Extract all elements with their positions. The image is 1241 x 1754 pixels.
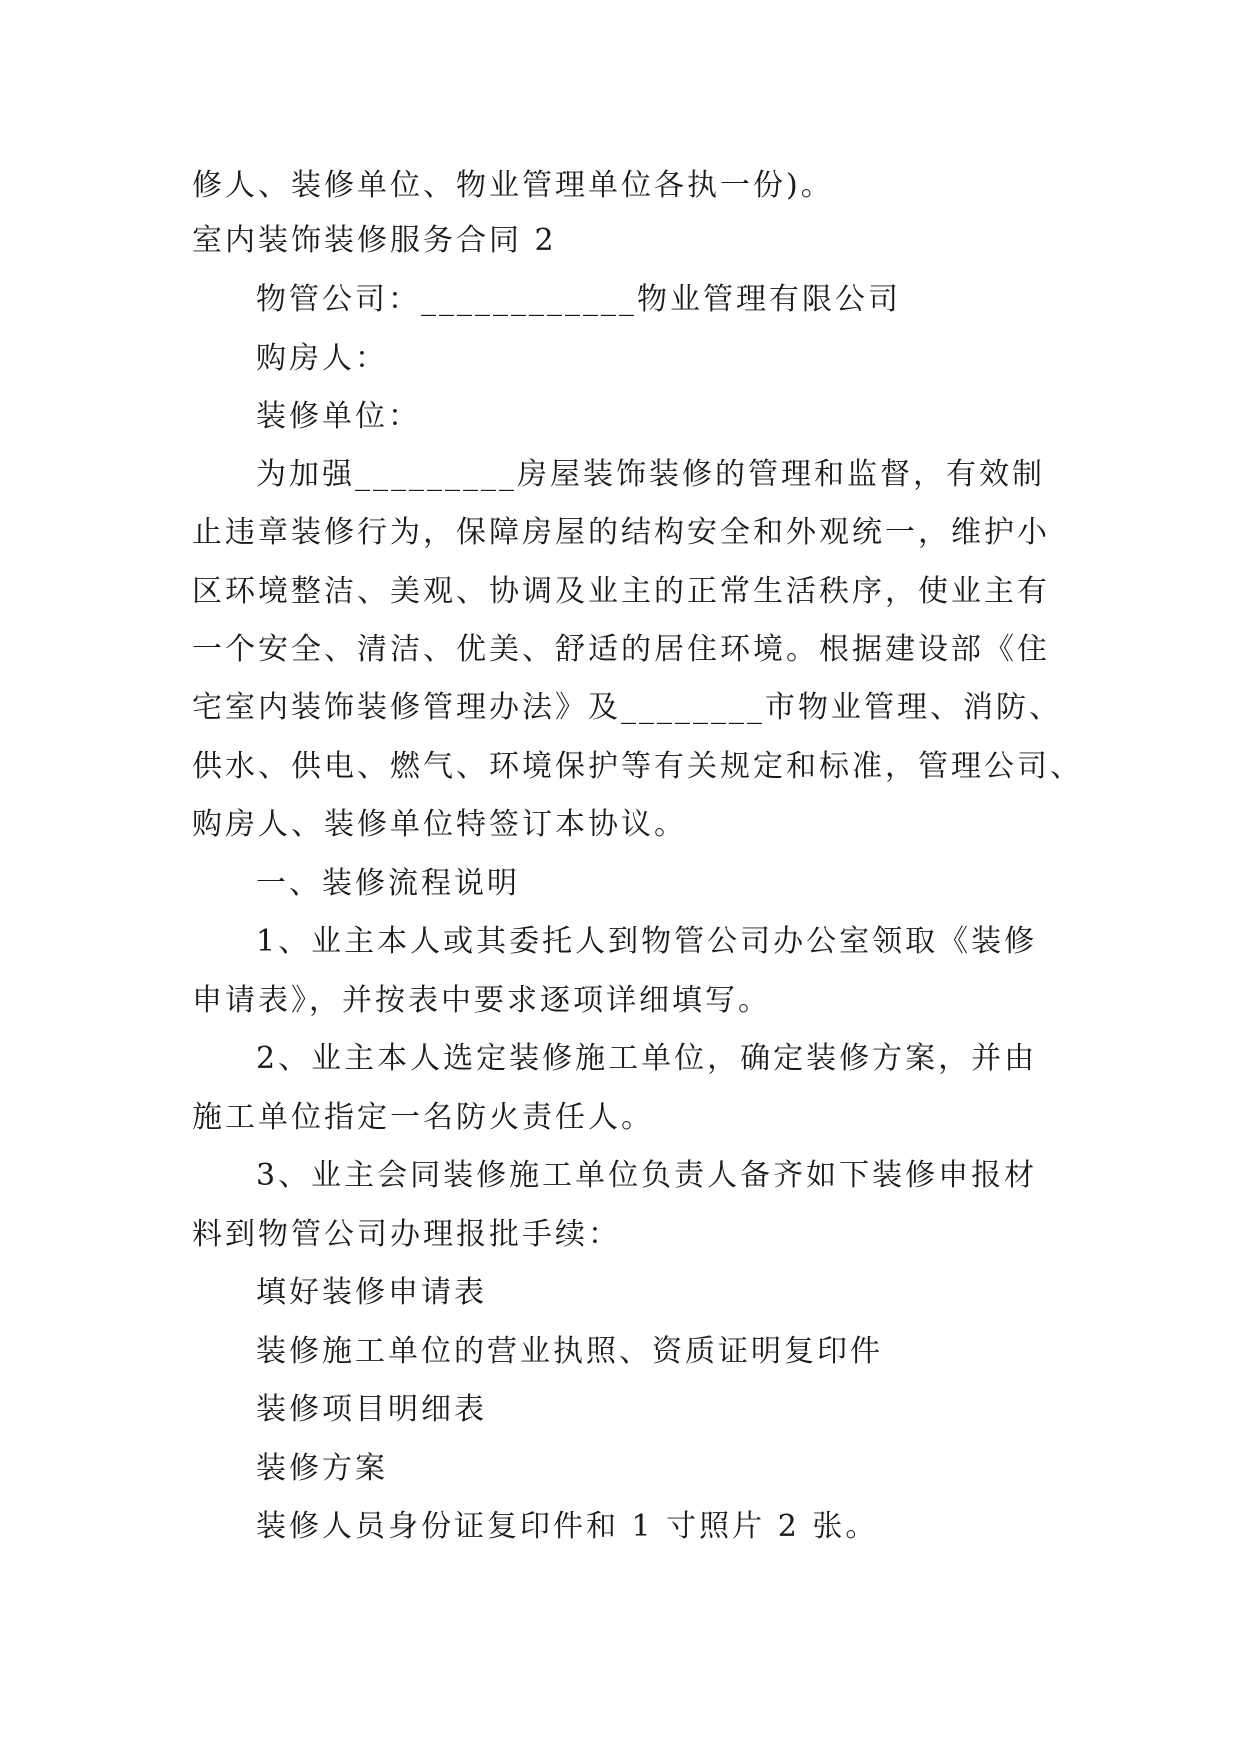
material-item: 填好装修申请表: [256, 1275, 487, 1310]
material-item: 装修方案: [256, 1451, 388, 1486]
text-line-continuation: 修人、装修单位、物业管理单位各执一份)。: [192, 168, 834, 203]
paragraph-line: 供水、供电、燃气、环境保护等有关规定和标准，管理公司、: [192, 749, 1083, 784]
section-heading: 一、装修流程说明: [256, 866, 520, 901]
list-item-continuation: 料到物管公司办理报批手续：: [192, 1217, 621, 1252]
paragraph-line: 为加强_________房屋装饰装修的管理和监督，有效制: [256, 457, 1045, 492]
list-item: 3、业主会同装修施工单位负责人备齐如下装修申报材: [256, 1158, 1038, 1193]
party-property-company: 物管公司：____________物业管理有限公司: [256, 282, 901, 317]
material-item: 装修施工单位的营业执照、资质证明复印件: [256, 1334, 883, 1369]
list-item: 2、业主本人选定装修施工单位，确定装修方案，并由: [256, 1041, 1038, 1076]
paragraph-line: 一个安全、清洁、优美、舒适的居住环境。根据建设部《住: [192, 632, 1050, 667]
list-item-continuation: 施工单位指定一名防火责任人。: [192, 1100, 654, 1135]
material-item: 装修项目明细表: [256, 1392, 487, 1427]
material-item: 装修人员身份证复印件和 1 寸照片 2 张。: [256, 1509, 879, 1544]
paragraph-line: 宅室内装饰装修管理办法》及________市物业管理、消防、: [192, 690, 1062, 725]
paragraph-line: 区环境整洁、美观、协调及业主的正常生活秩序，使业主有: [192, 574, 1050, 609]
list-item: 1、业主本人或其委托人到物管公司办公室领取《装修: [256, 924, 1038, 959]
list-item-continuation: 申请表》，并按表中要求逐项详细填写。: [192, 983, 771, 1018]
paragraph-line: 止违章装修行为，保障房屋的结构安全和外观统一，维护小: [192, 515, 1050, 550]
contract-title: 室内装饰装修服务合同 2: [192, 223, 557, 258]
party-contractor: 装修单位：: [256, 399, 421, 434]
paragraph-line: 购房人、装修单位特签订本协议。: [192, 807, 687, 842]
party-buyer: 购房人：: [256, 341, 388, 376]
